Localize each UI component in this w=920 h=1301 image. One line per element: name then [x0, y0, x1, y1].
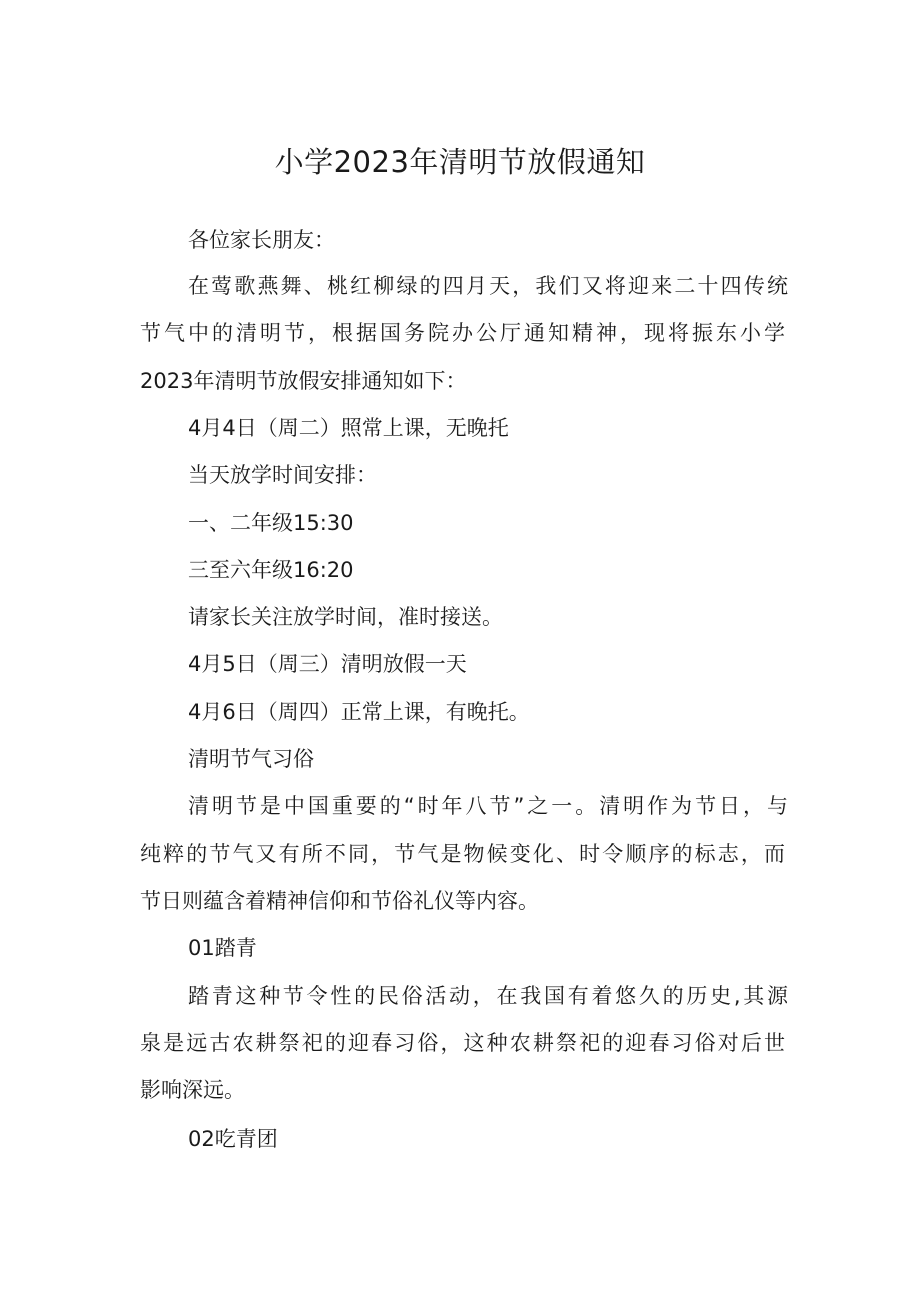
customs-intro-line-1: 清明节是中国重要的“时年八节”之一。清明作为节日，与	[188, 794, 788, 818]
custom-01-line-3: 影响深远。	[140, 1078, 245, 1102]
custom-02-heading: 02吃青团	[188, 1127, 278, 1151]
custom-01-heading: 01踏青	[188, 936, 257, 960]
customs-intro-line-2: 纯粹的节气又有所不同，节气是物候变化、时令顺序的标志，而	[140, 842, 785, 866]
intro-line-3: 2023年清明节放假安排通知如下：	[140, 369, 467, 393]
greeting: 各位家长朋友：	[188, 228, 335, 252]
schedule-apr4: 4月4日（周二）照常上课，无晚托	[188, 416, 509, 440]
intro-line-2: 节气中的清明节，根据国务院办公厅通知精神，现将振东小学	[140, 321, 785, 345]
schedule-apr5: 4月5日（周三）清明放假一天	[188, 652, 467, 676]
dismissal-grade1-2: 一、二年级15:30	[188, 511, 354, 535]
custom-01-line-1: 踏青这种节令性的民俗活动，在我国有着悠久的历史,其源	[188, 984, 788, 1008]
schedule-apr6: 4月6日（周四）正常上课，有晚托。	[188, 700, 530, 724]
custom-01-line-2: 泉是远古农耕祭祀的迎春习俗，这种农耕祭祀的迎春习俗对后世	[140, 1031, 785, 1055]
dismissal-heading: 当天放学时间安排：	[188, 463, 377, 487]
dismissal-grade3-6: 三至六年级16:20	[188, 558, 354, 582]
pickup-reminder: 请家长关注放学时间，准时接送。	[188, 605, 503, 629]
document-title: 小学2023年清明节放假通知	[274, 145, 646, 179]
customs-heading: 清明节气习俗	[188, 747, 314, 771]
intro-line-1: 在莺歌燕舞、桃红柳绿的四月天，我们又将迎来二十四传统	[188, 274, 788, 298]
customs-intro-line-3: 节日则蕴含着精神信仰和节俗礼仪等内容。	[140, 889, 539, 913]
